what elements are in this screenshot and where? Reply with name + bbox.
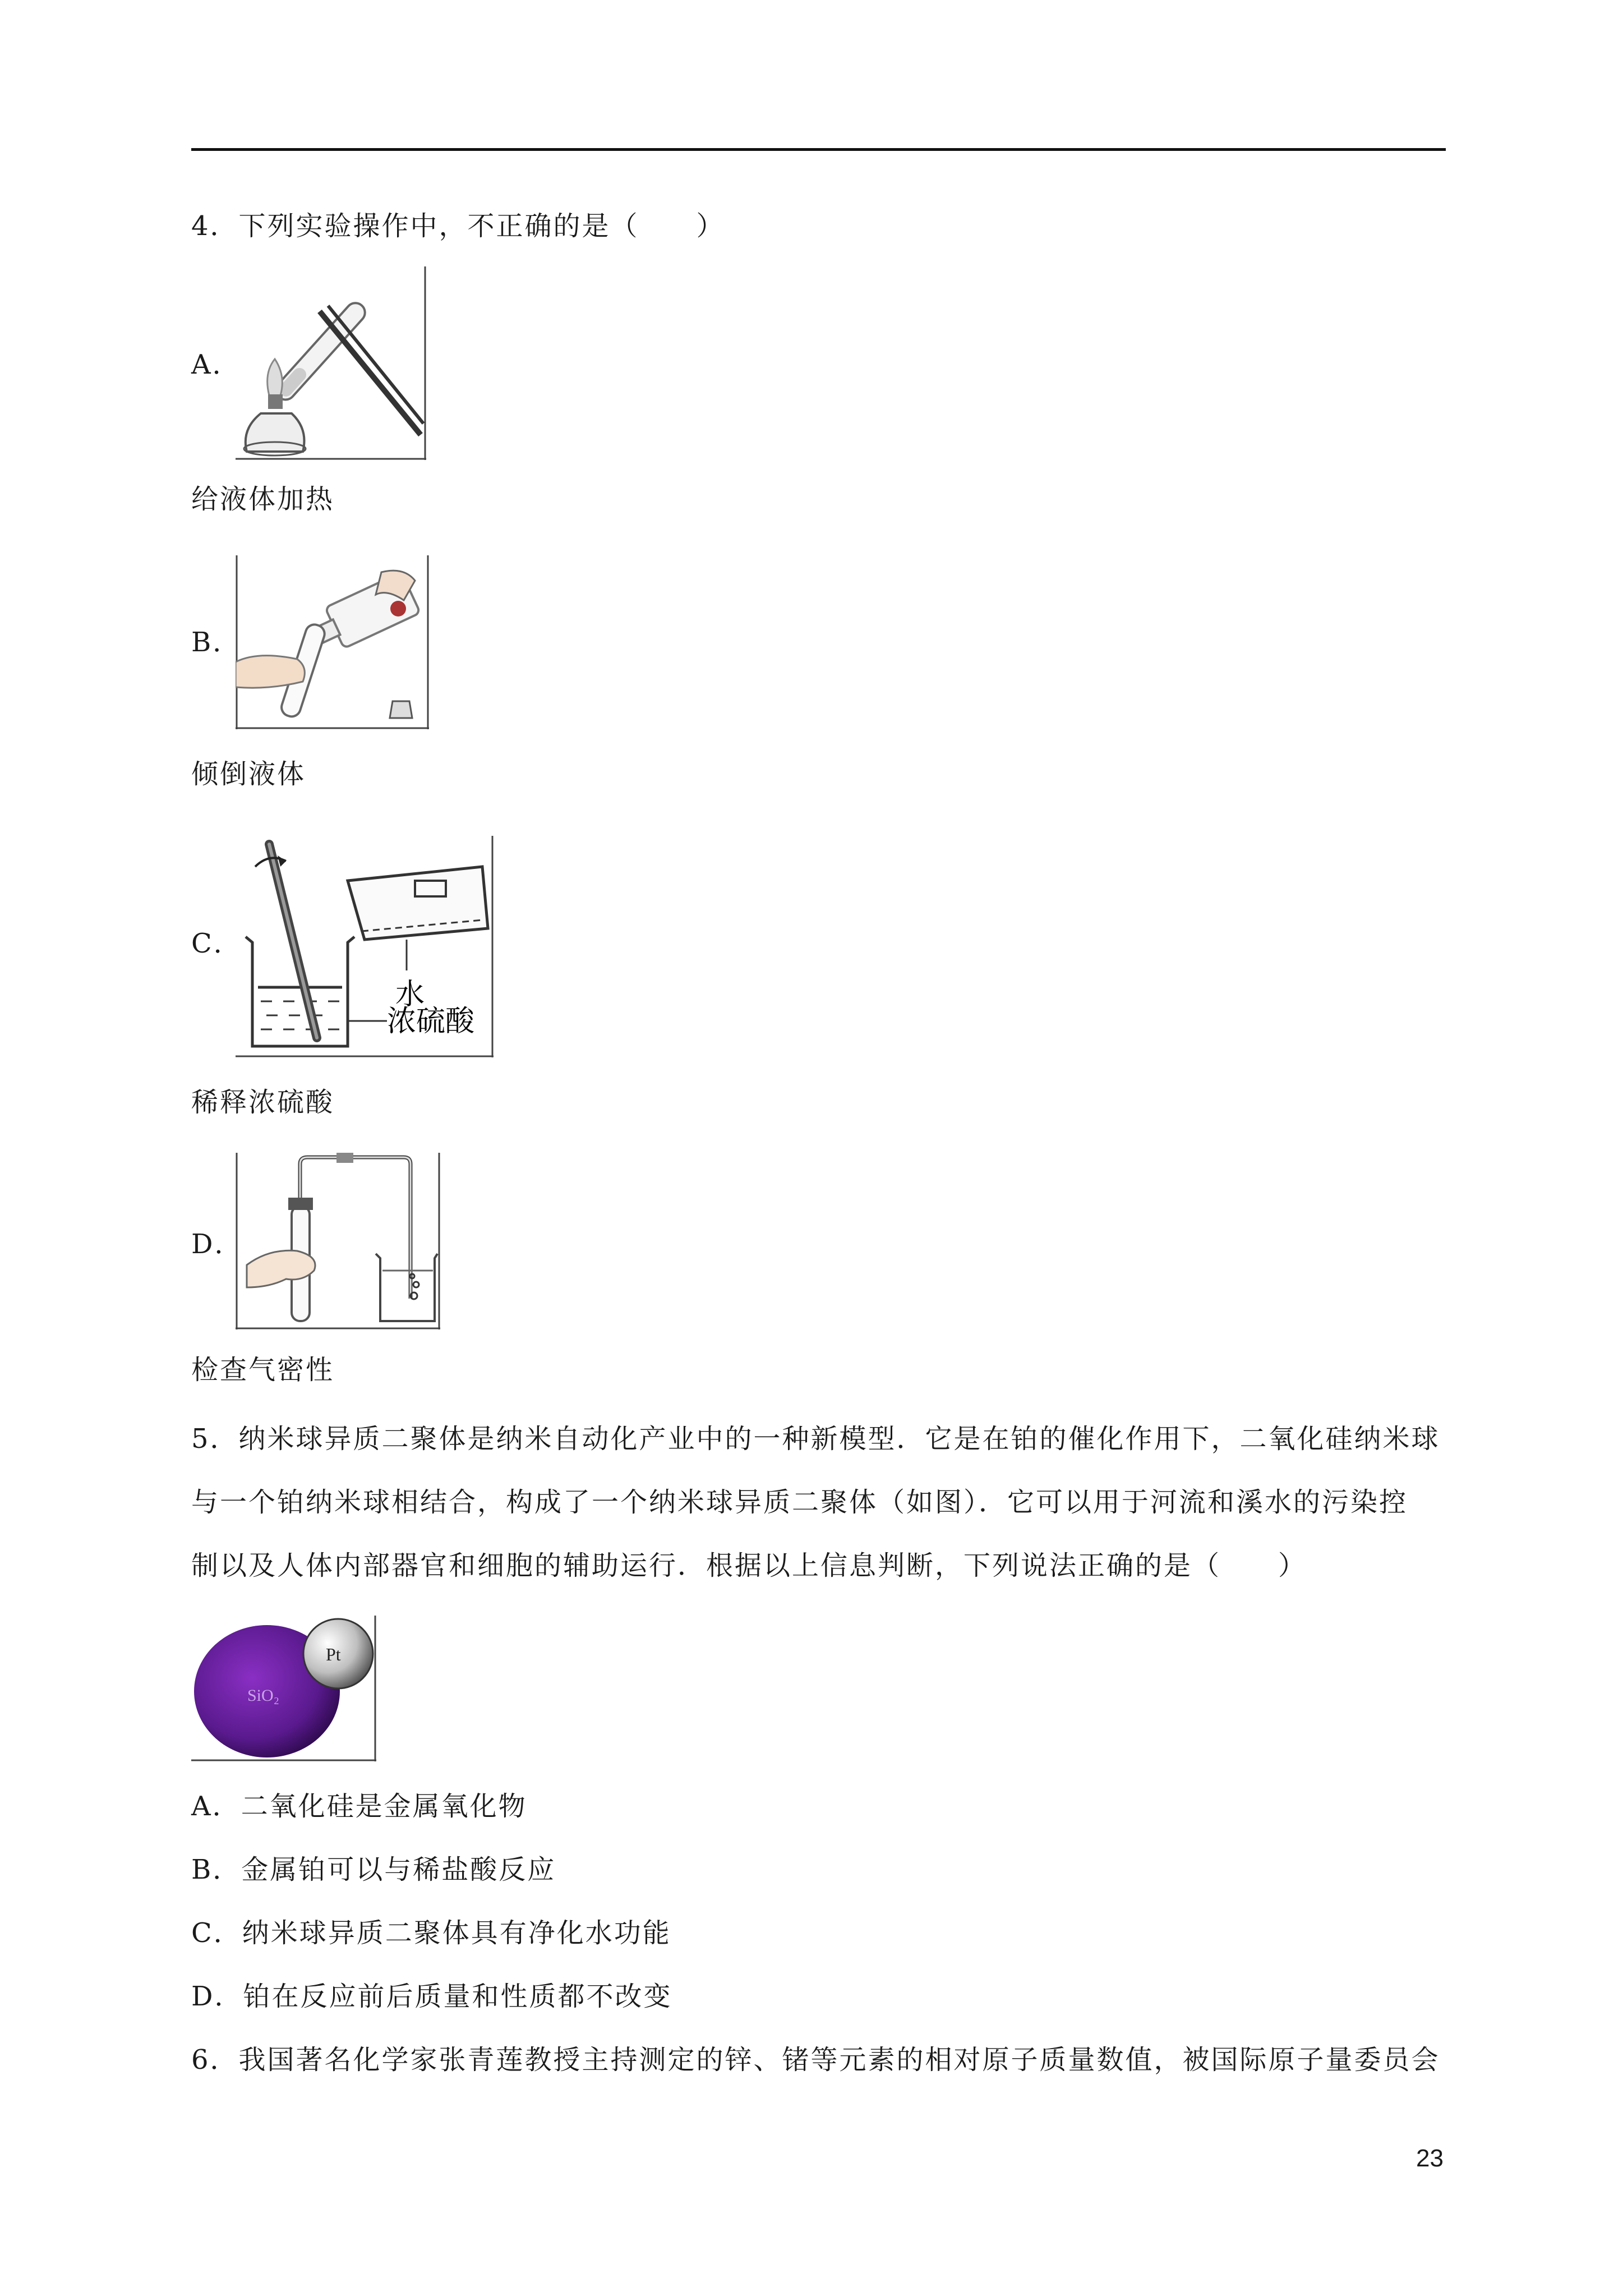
nanosphere-dimer-figure xyxy=(191,1616,376,1761)
q5-option-a: A．二氧化硅是金属氧化物 xyxy=(191,1791,527,1822)
q4-option-a-caption: 给液体加热 xyxy=(191,484,335,515)
page-number: 23 xyxy=(1416,2145,1444,2172)
sio2-label: SiO₂ xyxy=(247,1686,280,1705)
pouring-liquid-figure xyxy=(236,555,429,729)
diluting-acid-figure xyxy=(236,836,494,1057)
heating-liquid-figure xyxy=(236,266,426,460)
q5-option-d: D．铂在反应前后质量和性质都不改变 xyxy=(191,1981,672,2012)
q5-line-2: 与一个铂纳米球相结合，构成了一个纳米球异质二聚体（如图）．它可以用于河流和溪水的污染控 xyxy=(191,1487,1408,1518)
water-label: 水 xyxy=(395,978,425,1011)
pt-label: Pt xyxy=(326,1644,341,1664)
q4-option-d-caption: 检查气密性 xyxy=(191,1354,335,1386)
q4-option-a-letter: A． xyxy=(191,349,241,380)
q5-line-1: 5．纳米球异质二聚体是纳米自动化产业中的一种新模型．它是在铂的催化作用下，二氧化硅纳米球 xyxy=(191,1423,1440,1455)
q4-stem: 4．下列实验操作中，不正确的是（ ） xyxy=(191,210,725,242)
q4-option-c-caption: 稀释浓硫酸 xyxy=(191,1087,335,1118)
q4-option-b-caption: 倾倒液体 xyxy=(191,758,306,790)
airtightness-check-figure xyxy=(236,1153,440,1329)
q5-option-c: C．纳米球异质二聚体具有净化水功能 xyxy=(191,1917,671,1949)
q4-option-c-letter: C． xyxy=(191,928,242,959)
q4-option-b-letter: B． xyxy=(191,627,242,658)
q4-option-d-letter: D． xyxy=(191,1228,243,1260)
q5-option-b: B．金属铂可以与稀盐酸反应 xyxy=(191,1854,556,1885)
q5-line-3: 制以及人体内部器官和细胞的辅助运行．根据以上信息判断，下列说法正确的是（ ） xyxy=(191,1550,1307,1581)
q6-line-1: 6．我国著名化学家张青莲教授主持测定的锌、锗等元素的相对原子质量数值，被国际原子量委员会 xyxy=(191,2044,1440,2076)
acid-label: 浓硫酸 xyxy=(387,1005,475,1038)
header-rule xyxy=(191,148,1446,151)
